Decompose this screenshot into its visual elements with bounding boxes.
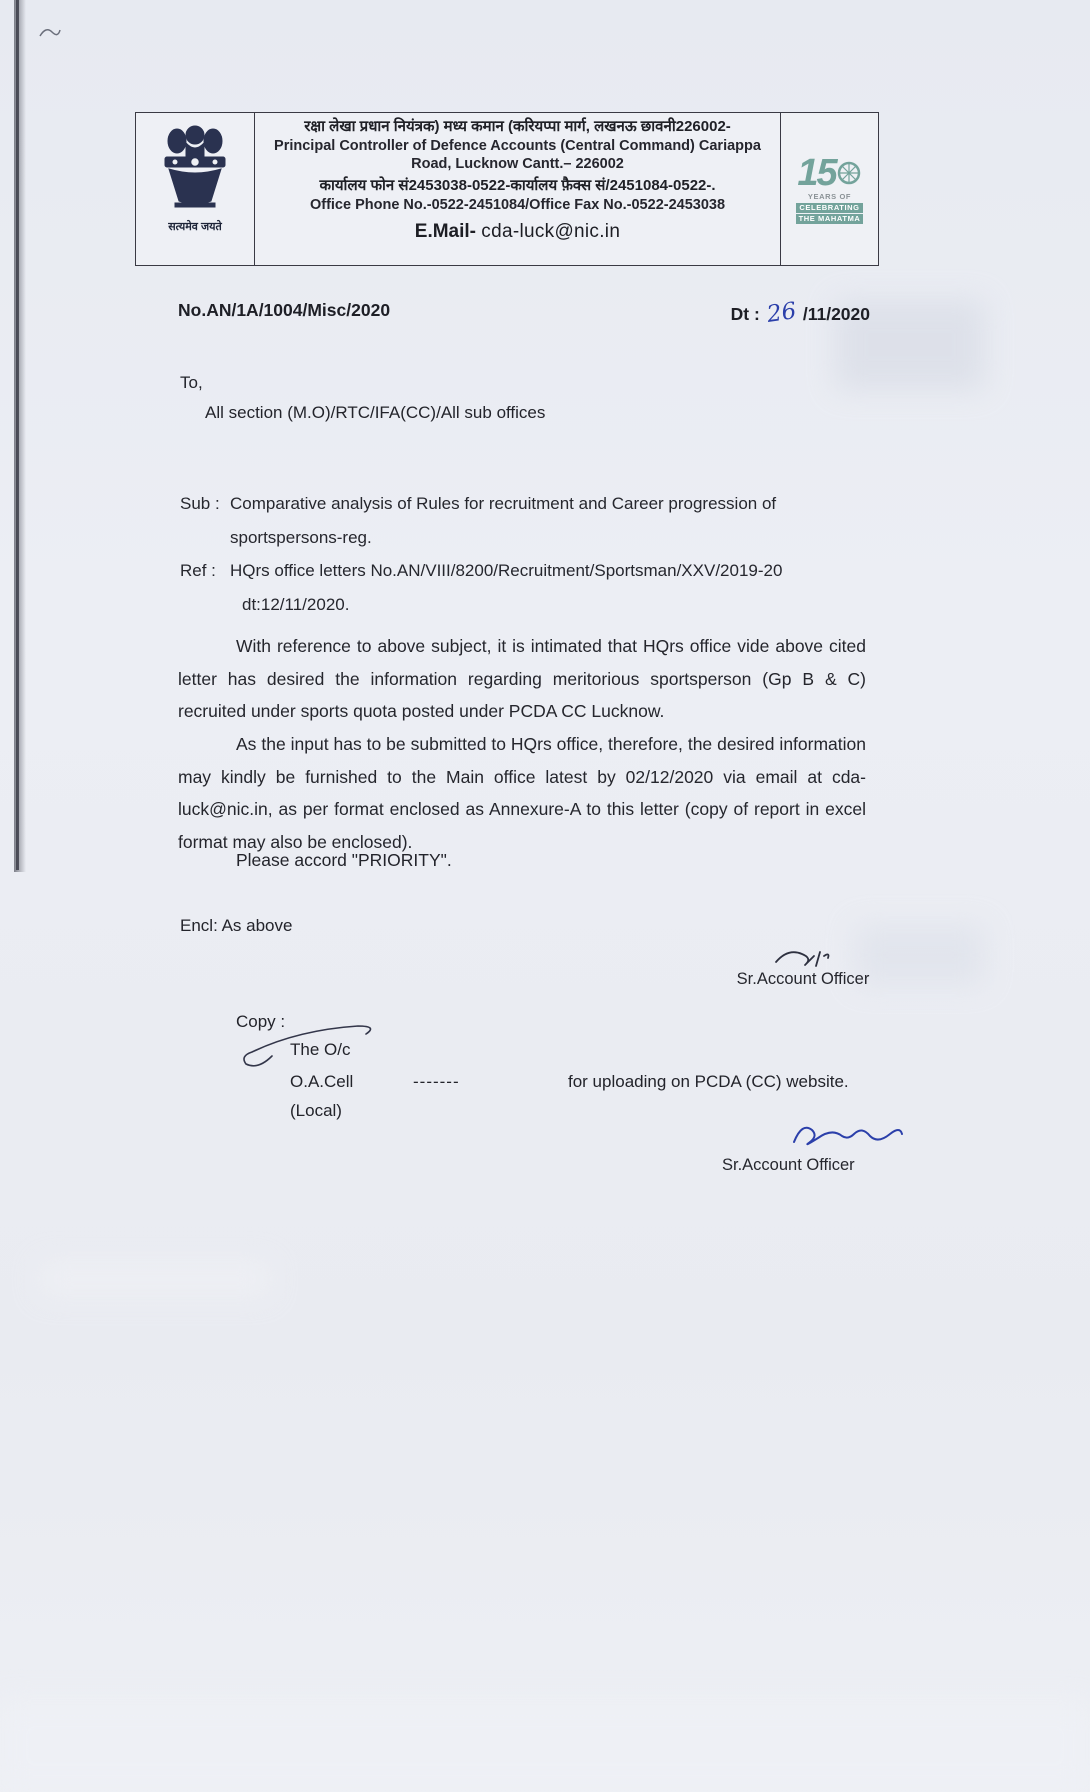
officer-title-1: Sr.Account Officer: [736, 970, 870, 988]
pen-mark: [38, 24, 62, 40]
copy-recipient-3: (Local): [290, 1101, 342, 1120]
subject-label: Sub :: [180, 494, 220, 513]
email-address: cda-luck@nic.in: [481, 220, 621, 242]
date-line: [731, 300, 870, 326]
national-emblem-icon: [153, 119, 237, 217]
date-label: Dt :: [730, 304, 760, 324]
scan-blotch: [40, 1262, 270, 1296]
scan-blotch: [0, 1700, 1090, 1792]
ref-line2: dt:12/11/2020.: [242, 595, 350, 614]
subject-line2: sportspersons-reg.: [230, 528, 372, 547]
copy-recipient-1: The O/c: [290, 1040, 351, 1059]
logo-caption-celebrating: CELEBRATING: [796, 203, 862, 213]
letterhead-english-line1: Principal Controller of Defence Accounts (Central Command) Cariappa: [274, 137, 761, 154]
letterhead-text: [255, 113, 780, 265]
binding-crease: [16, 0, 19, 870]
copy-label: Copy :: [236, 1012, 286, 1031]
email-label: E.Mail-: [414, 220, 477, 242]
spinning-wheel-icon: [836, 160, 862, 186]
letterhead-hindi-line1: रक्षा लेखा प्रधान नियंत्रक) मध्य कमान (करियप्पा मार्ग, लखनऊ छावनी226002-: [304, 118, 731, 135]
handwritten-sd-signature: [758, 942, 848, 972]
body-paragraph-2: As the input has to be submitted to HQrs office, therefore, the desired information may kindly be furnished to the Main office latest by 02/12/2020 via email at cda-luck@nic.in, as per format enclosed as Annexure-A to this letter (copy of report in excel format may also be enclosed).: [178, 734, 866, 852]
subject-text: [230, 487, 776, 555]
letter-number: No.AN/1A/1004/Misc/2020: [178, 300, 391, 320]
addressee: All section (M.O)/RTC/IFA(CC)/All sub offices: [205, 403, 546, 422]
ref-label: Ref :: [180, 561, 216, 580]
ref-text: [230, 554, 782, 622]
logo-digits: 15: [797, 152, 836, 195]
recipient-block: [180, 368, 545, 428]
priority-line: Please accord "PRIORITY".: [236, 850, 452, 870]
handwritten-date-day: 26: [765, 298, 798, 328]
subject-line1: Comparative analysis of Rules for recruitment and Career progression of: [230, 494, 777, 513]
signature-block-1: [718, 942, 888, 989]
copy-recipient-2: O.A.Cell: [290, 1072, 354, 1091]
letterhead-email-line: [261, 220, 774, 244]
emblem-motto: सत्यमेव जयते: [168, 221, 222, 233]
logo-caption-years: YEARS OF: [807, 192, 852, 202]
letterhead-phone-line: Office Phone No.-0522-2451084/Office Fax No.-0522-2453038: [309, 196, 726, 213]
copy-dashes: -------: [413, 1072, 460, 1091]
reference-row: [178, 300, 870, 326]
letterhead-english-line2: Road, Lucknow Cantt.– 226002: [411, 155, 624, 172]
letterhead-hindi-line2: कार्यालय फोन सं2453038-0522-कार्यालय फ़ैक्स सं/2451084-0522-.: [319, 177, 716, 194]
copy-purpose: for uploading on PCDA (CC) website.: [568, 1072, 849, 1091]
date-rest: /11/2020: [802, 304, 870, 324]
reference-block: [180, 554, 782, 622]
letterhead: [135, 112, 879, 266]
enclosure-line: Encl: As above: [180, 916, 293, 935]
logo-caption-mahatma: THE MAHATMA: [796, 214, 864, 224]
handwritten-signature-blue: [788, 1112, 908, 1154]
ref-line1: HQrs office letters No.AN/VIII/8200/Recruitment/Sportsman/XXV/2019-20: [230, 561, 783, 580]
logo-150-number: [797, 152, 861, 195]
body-paragraph-1: With reference to above subject, it is intimated that HQrs office vide above cited letter has desired the information regarding meritorious sportsperson (Gp B & C) recruited under sports quota posted under PCDA CC Lucknow.: [178, 636, 866, 721]
emblem-cell: [136, 113, 255, 265]
salutation: To,: [180, 373, 203, 392]
subject-block: [180, 487, 776, 555]
gandhi-150-logo: [780, 113, 878, 265]
officer-title-2: Sr.Account Officer: [722, 1156, 855, 1174]
